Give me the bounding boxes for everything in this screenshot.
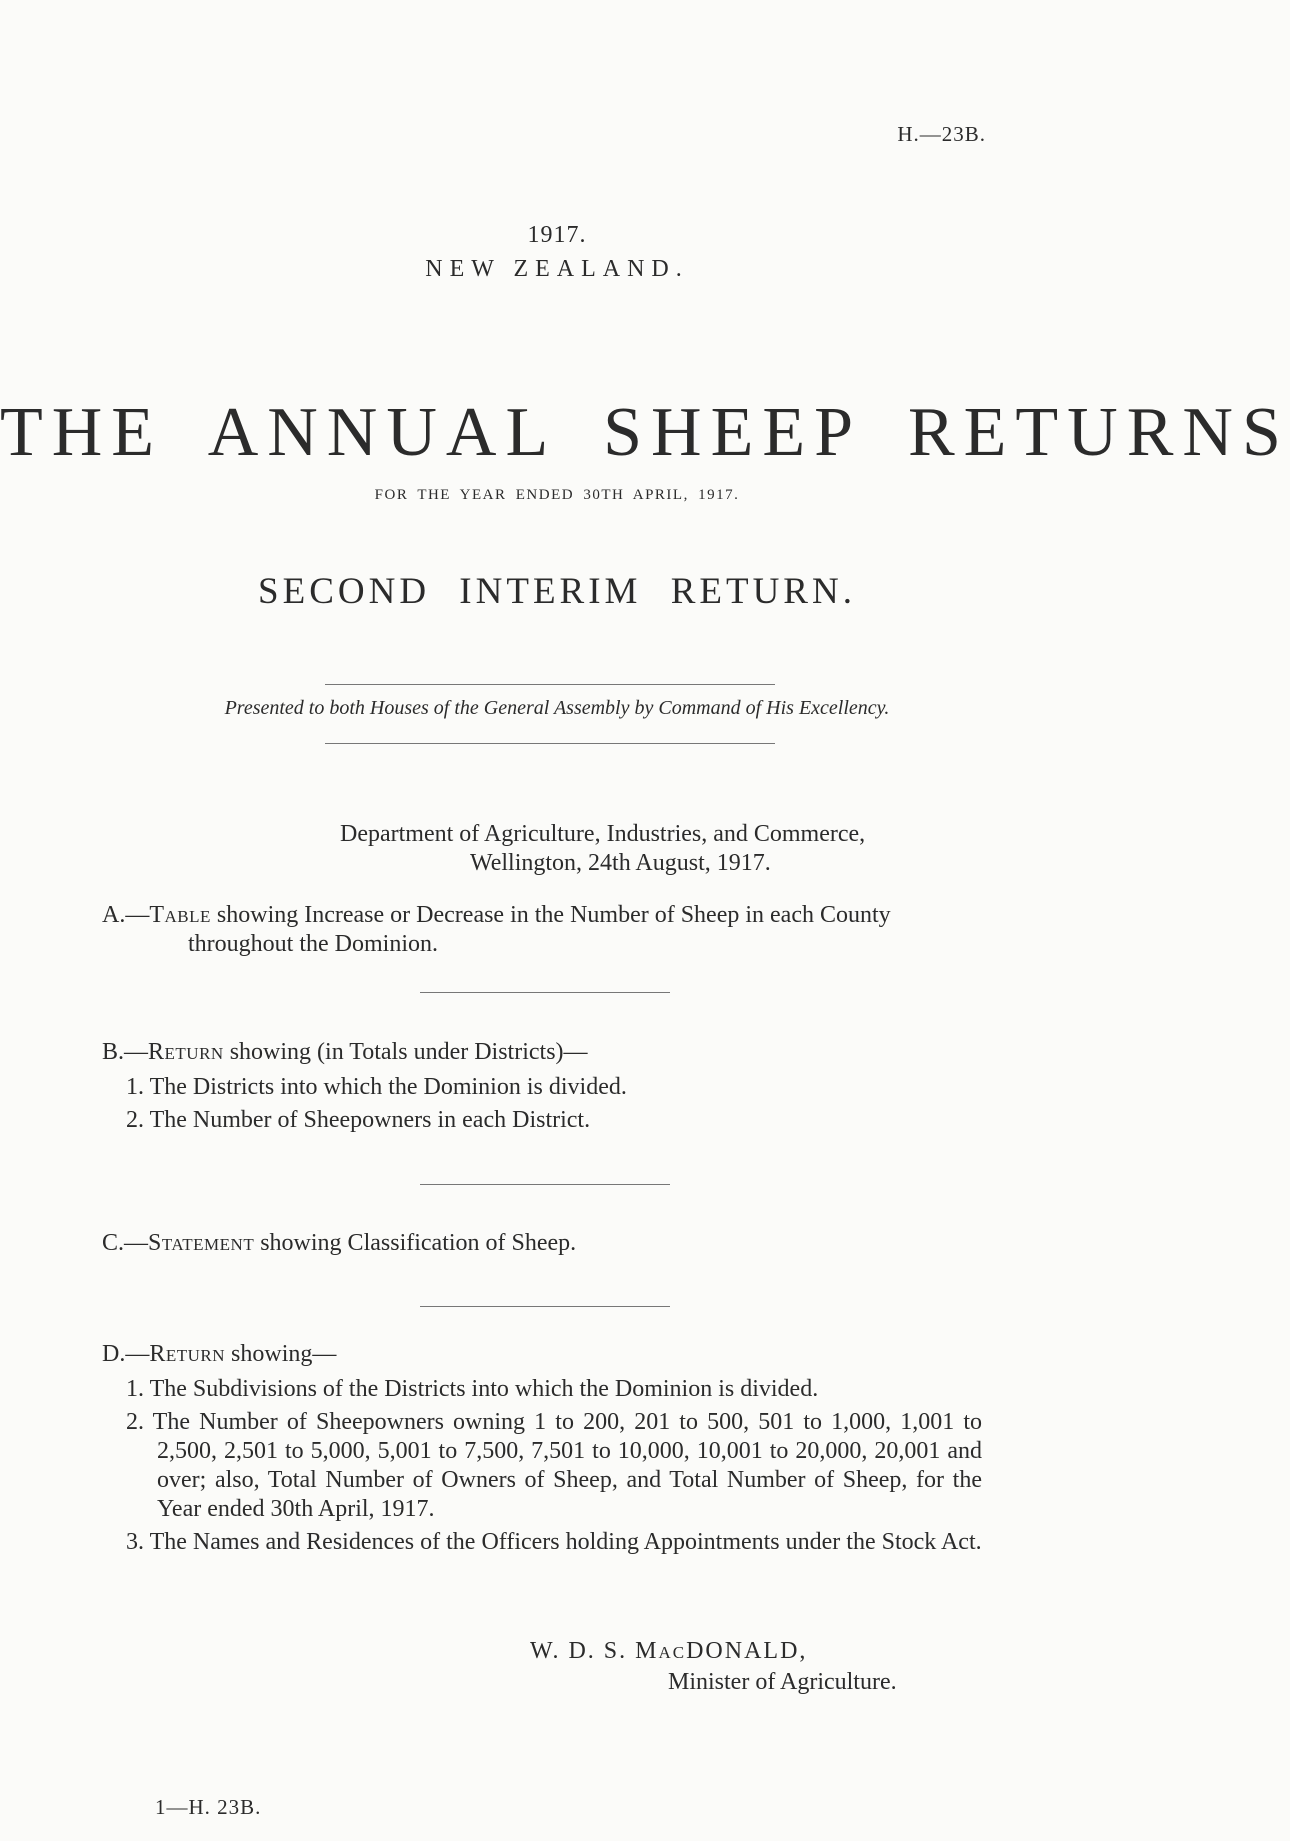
section-c bbox=[102, 1229, 982, 1258]
presented-line: Presented to both Houses of the General Assembly by Command of His Excellency. bbox=[224, 697, 890, 719]
section-c-label: Statement bbox=[148, 1230, 255, 1256]
section-b-label: Return bbox=[148, 1039, 224, 1065]
document-year: 1917. bbox=[527, 222, 587, 248]
section-b-prefix: B.— bbox=[102, 1039, 149, 1065]
section-c-body: showing Classification of Sheep. bbox=[254, 1230, 577, 1256]
signature-name-text: W. D. S. MacDONALD, bbox=[530, 1638, 808, 1664]
section-a bbox=[102, 901, 982, 959]
divider bbox=[325, 684, 775, 685]
section-d bbox=[102, 1340, 982, 1557]
section-d-prefix: D.— bbox=[102, 1341, 150, 1367]
divider bbox=[325, 743, 775, 744]
second-title: SECOND INTERIM RETURN. bbox=[258, 571, 856, 612]
department-name: Department of Agriculture, Industries, and Commerce, bbox=[340, 821, 866, 847]
country-heading: NEW ZEALAND. bbox=[425, 256, 689, 282]
section-a-prefix: A.— bbox=[102, 902, 150, 928]
divider bbox=[420, 1306, 670, 1307]
list-item: 1. The Subdivisions of the Districts into which the Dominion is divided. bbox=[126, 1376, 819, 1402]
main-title: THE ANNUAL SHEEP RETURNS bbox=[0, 394, 1290, 471]
signature-name bbox=[530, 1638, 807, 1665]
section-b-body: showing (in Totals under Districts)— bbox=[223, 1039, 588, 1065]
divider bbox=[420, 1184, 670, 1185]
section-b bbox=[102, 1038, 982, 1135]
signature-title: Minister of Agriculture. bbox=[668, 1669, 897, 1695]
list-item: 1. The Districts into which the Dominion is divided. bbox=[126, 1074, 627, 1100]
divider bbox=[420, 992, 670, 993]
section-b-heading bbox=[102, 1038, 982, 1067]
list-item: 3. The Names and Residences of the Officers holding Appointments under the Stock Act. bbox=[126, 1529, 982, 1555]
section-c-heading bbox=[102, 1229, 982, 1258]
list-item: 2. The Number of Sheepowners owning 1 to 200, 201 to 500, 501 to 1,000, 1,001 to 2,500, 2,501 to 5,000, 5,001 to 7,500, 7,501 to 10,000, 10,001 to 20,000, 20,001 and over; also, Total Number of Owners of Sheep, and Total Number of Sheep, for the Year ended 30th April, 1917. bbox=[126, 1409, 982, 1522]
list-item: 2. The Number of Sheepowners in each District. bbox=[126, 1107, 591, 1133]
document-reference: H.—23B. bbox=[897, 122, 986, 146]
section-a-label: Table bbox=[149, 902, 211, 928]
department-block bbox=[340, 820, 865, 878]
section-c-prefix: C.— bbox=[102, 1230, 149, 1256]
section-d-label: Return bbox=[149, 1341, 226, 1367]
title-subtitle: FOR THE YEAR ENDED 30TH APRIL, 1917. bbox=[374, 487, 740, 503]
section-a-body: showing Increase or Decrease in the Number of Sheep in each County throughout the Dominion. bbox=[188, 902, 891, 957]
department-date: Wellington, 24th August, 1917. bbox=[470, 850, 771, 876]
footer-reference: 1—H. 23B. bbox=[155, 1795, 262, 1819]
section-d-body: showing— bbox=[225, 1341, 337, 1367]
section-d-heading bbox=[102, 1340, 982, 1369]
section-a-text bbox=[102, 901, 982, 959]
